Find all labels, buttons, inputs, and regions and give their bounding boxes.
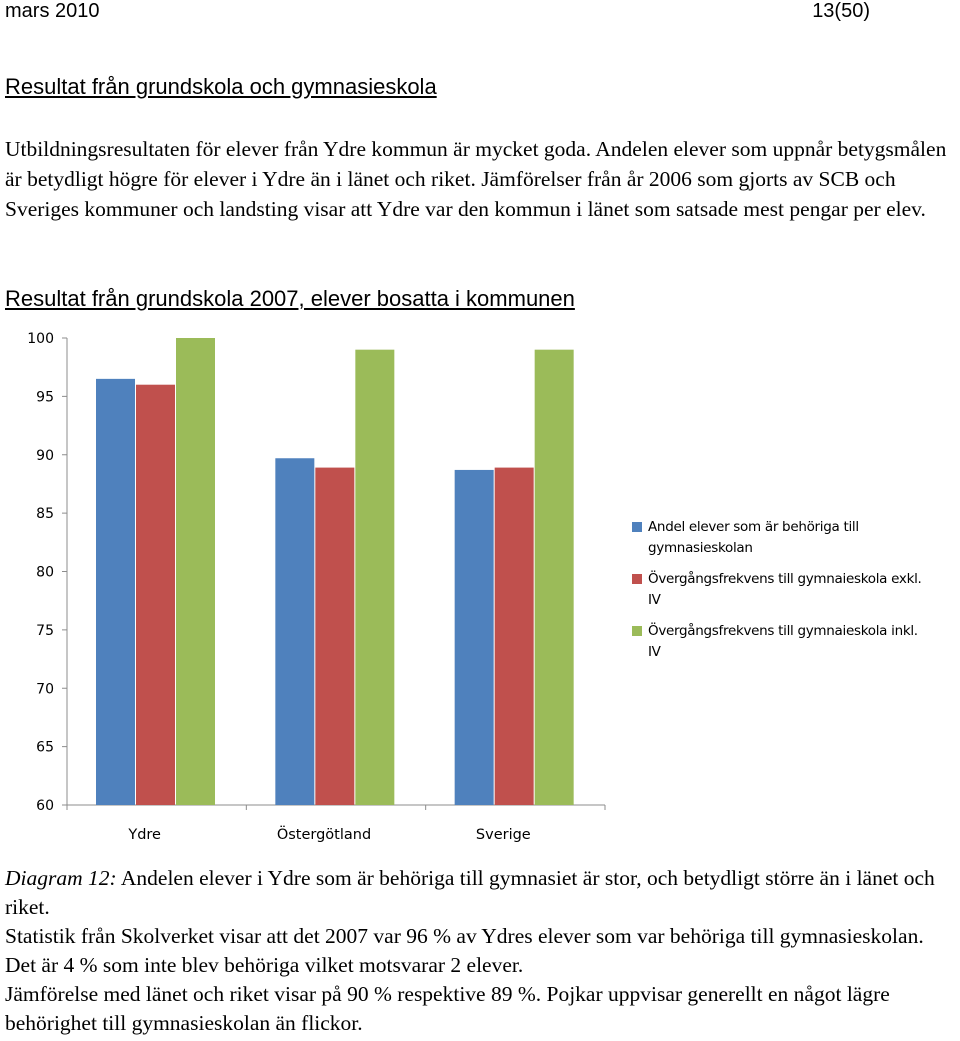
y-tick-label: 95 [36, 389, 54, 406]
section-title: Resultat från grundskola och gymnasieskola [5, 74, 437, 99]
caption-text: Andelen elever i Ydre som är behöriga till gymnasiet är stor, och betydligt större än i länet och riket. [5, 866, 935, 919]
y-tick-label: 100 [27, 331, 54, 347]
chart-legend [632, 517, 932, 673]
chart-caption [5, 864, 960, 1038]
y-tick-label: 85 [36, 506, 54, 523]
y-tick-label: 65 [36, 739, 54, 756]
legend-swatch [632, 574, 642, 584]
bar [176, 338, 215, 805]
legend-swatch [632, 626, 642, 636]
bar [136, 385, 175, 805]
bar [315, 468, 354, 805]
chart-title: Resultat från grundskola 2007, elever bosatta i kommunen [5, 286, 575, 311]
y-tick-label: 70 [36, 681, 54, 698]
y-tick-label: 75 [36, 622, 54, 639]
bar [495, 468, 534, 805]
x-tick-label: Sverige [475, 827, 531, 843]
bar [455, 470, 494, 805]
legend-label: Övergångsfrekvens till gymnaieskola exkl. IV [648, 571, 922, 608]
x-tick-label: Ydre [128, 827, 161, 843]
intro-paragraph: Utbildningsresultaten för elever från Ydre kommun är mycket goda. Andelen elever som uppnår betygsmålen är betydligt högre för elever i Ydre än i länet och riket. Jämförelser från år 2006 som gjorts av SCB och Sveriges kommuner och landsting visar att Ydre var den kommun i länet som satsade mest pengar per elev. [5, 137, 947, 221]
x-tick-label: Östergötland [276, 827, 372, 843]
legend-label: Övergångsfrekvens till gymnaieskola inkl. IV [648, 623, 918, 660]
legend-item [632, 621, 932, 663]
caption-paragraph: Jämförelse med länet och riket visar på 90 % respektive 89 %. Pojkar uppvisar generellt en något lägre behörighet till gymnasieskolan än flickor. [5, 982, 890, 1035]
legend-label: Andel elever som är behöriga till gymnasieskolan [648, 519, 859, 556]
legend-item [632, 517, 932, 559]
y-tick-label: 90 [36, 447, 54, 464]
header-date: mars 2010 [5, 0, 100, 22]
bar [355, 350, 394, 805]
y-tick-label: 60 [36, 798, 54, 814]
y-tick-label: 80 [36, 564, 54, 581]
bar [275, 458, 314, 805]
bar-chart [0, 320, 620, 855]
caption-label: Diagram 12: [5, 866, 117, 890]
header-page-number: 13(50) [812, 0, 870, 22]
caption-paragraph [5, 864, 960, 922]
legend-swatch [632, 522, 642, 532]
caption-paragraph: Statistik från Skolverket visar att det 2007 var 96 % av Ydres elever som var behöriga till gymnasieskolan. Det är 4 % som inte blev behöriga vilket motsvarar 2 elever. [5, 924, 924, 977]
bar [96, 379, 135, 805]
legend-item [632, 569, 932, 611]
bar [535, 350, 574, 805]
